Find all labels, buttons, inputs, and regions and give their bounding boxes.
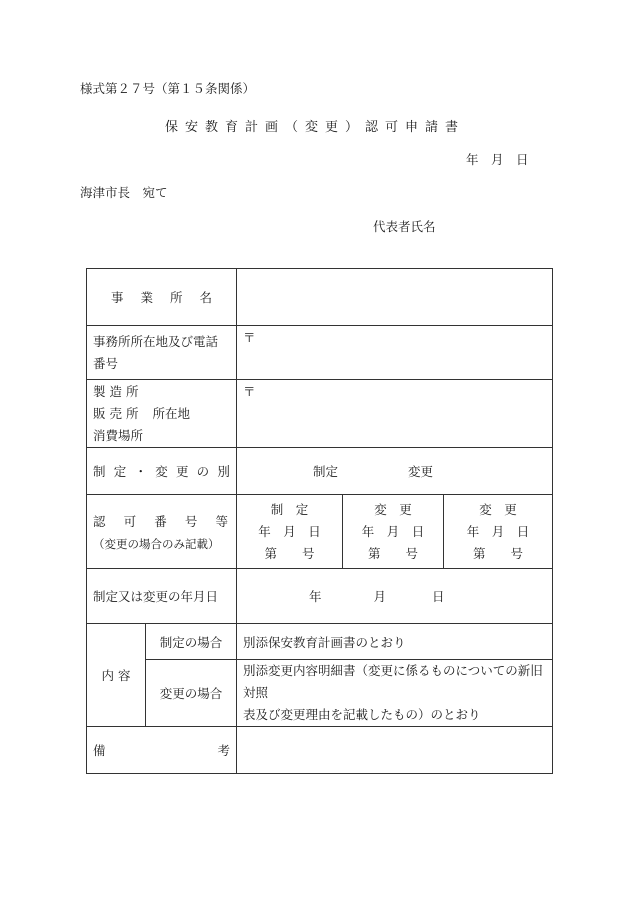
permit-number-label: 認 可 番 号 等 （変更の場合のみ記載） [87,495,237,569]
type-options [237,448,553,495]
row-content-enact [87,624,553,660]
row-remarks [87,727,553,774]
addressee: 海津市長 宛て [80,185,168,200]
row-office-name [87,269,553,326]
form-number: 様式第２７号（第１５条関係） [80,81,256,96]
type-label: 制 定 ・ 変 更 の 別 [87,448,237,495]
option-change[interactable]: 変更 [408,464,434,479]
enact-date-field[interactable]: 年 月 日 [237,569,553,624]
permit-number-note: （変更の場合のみ記載） [93,536,220,551]
enact-date-label: 制定又は変更の年月日 [87,569,237,624]
remarks-field[interactable] [237,727,553,774]
row-office-address [87,326,553,380]
facility-location-field[interactable] [237,380,553,448]
permit-col-change-2[interactable]: 変 更 年 月 日 第 号 [444,495,553,569]
office-address-label: 事務所所在地及び電話 番号 [87,326,237,380]
row-facility-location [87,380,553,448]
permit-col-enact[interactable]: 制 定 年 月 日 第 号 [237,495,343,569]
document-title: 保安教育計画（変更）認可申請書 [164,120,465,135]
application-date: 年 月 日 [466,152,529,167]
content-label: 内 容 [87,624,146,727]
application-form-table [86,268,553,774]
office-name-label: 事 業 所 名 [87,269,237,326]
postal-mark: 〒 [243,384,256,399]
remarks-label: 備 考 [87,727,237,774]
representative-name-label: 代表者氏名 [373,219,436,234]
row-type [87,448,553,495]
content-enact-value: 別添保安教育計画書のとおり [237,624,553,660]
permit-col-change-1[interactable]: 変 更 年 月 日 第 号 [343,495,444,569]
row-enact-date [87,569,553,624]
row-content-change [87,660,553,727]
content-enact-label: 制定の場合 [146,624,237,660]
content-change-value: 別添変更内容明細書（変更に係るものについての新旧対照 表及び変更理由を記載したもの）のとおり [237,660,553,727]
option-enact[interactable]: 制定 [313,464,339,479]
row-permit-number [87,495,553,569]
postal-mark: 〒 [243,330,256,345]
office-name-field[interactable] [237,269,553,326]
facility-location-label: 製 造 所 販 売 所 所在地 消費場所 [87,380,237,448]
office-address-field[interactable] [237,326,553,380]
content-change-label: 変更の場合 [146,660,237,727]
